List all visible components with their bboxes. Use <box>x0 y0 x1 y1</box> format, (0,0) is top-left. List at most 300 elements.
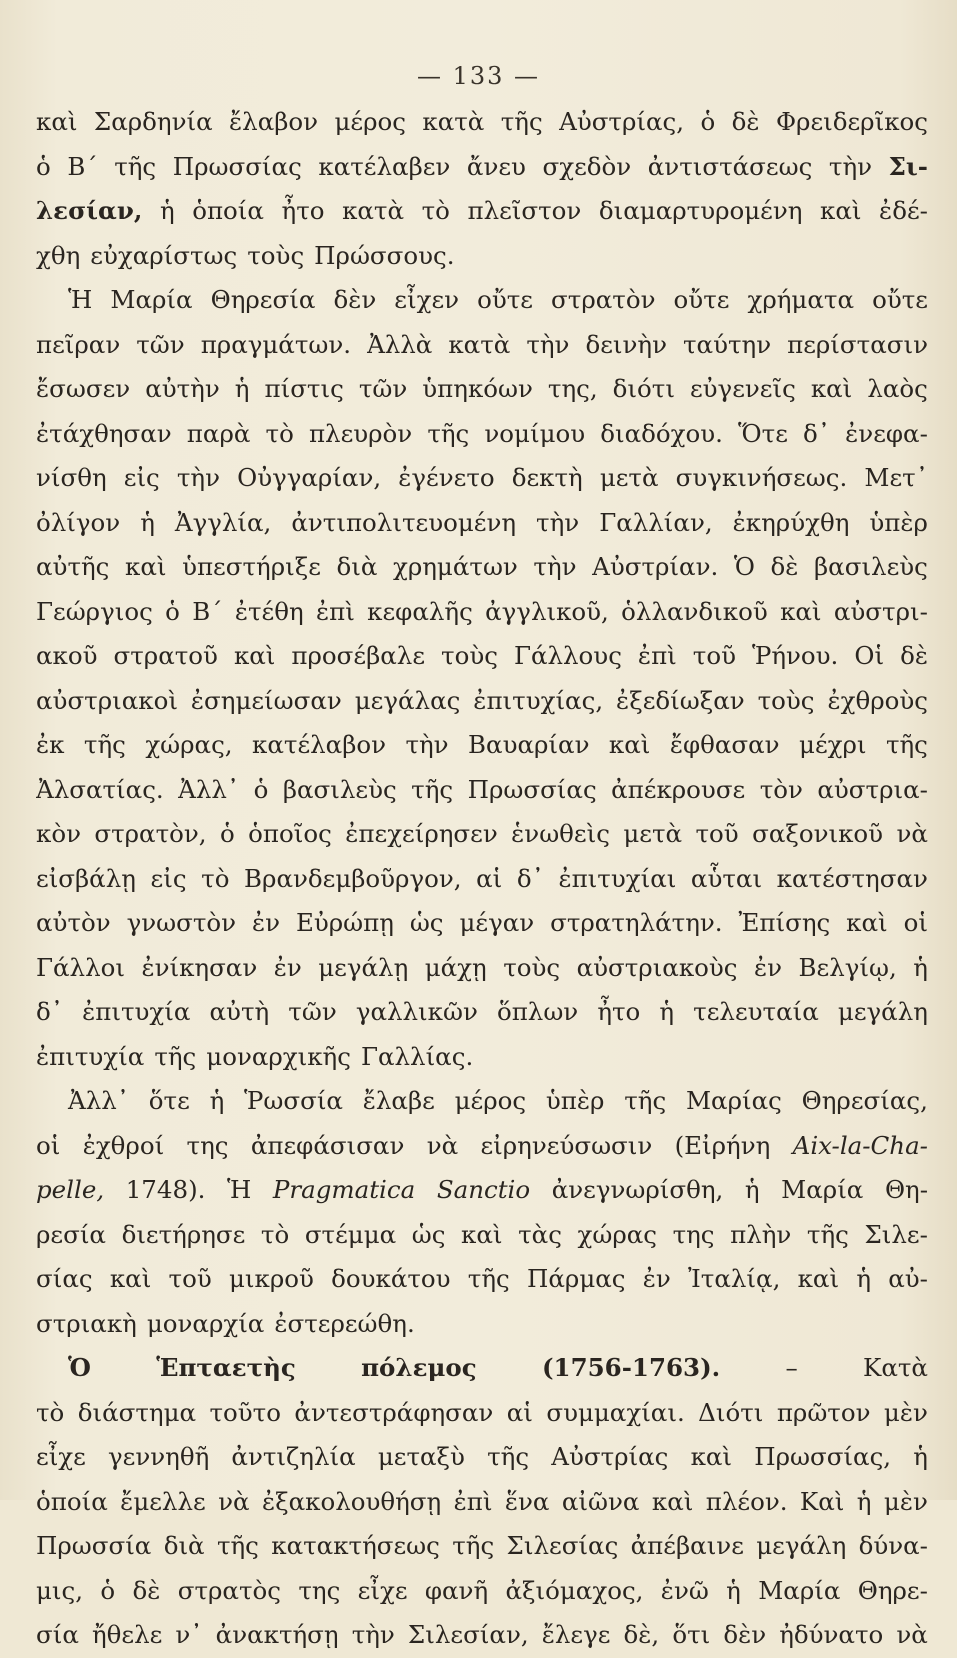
word: στρατὸν, <box>94 819 207 848</box>
word: τῆς <box>467 1264 510 1293</box>
word: αἰῶνα <box>561 1486 640 1516</box>
word: εἰσβάλῃ <box>36 863 136 893</box>
word: Μαρία <box>781 1175 864 1204</box>
word: μὲν <box>883 1486 928 1516</box>
word: φανῆ <box>424 1575 489 1605</box>
word: μεγάλῃ <box>318 952 409 982</box>
word: ὡς <box>411 1219 446 1249</box>
text-line <box>36 768 928 813</box>
word: μετὰ <box>599 463 659 492</box>
word: τῆς <box>114 151 157 181</box>
word: Γάλλοι <box>36 952 125 982</box>
word: Γεώργιος <box>36 596 153 626</box>
word: ἡ <box>913 952 928 982</box>
word: Σιλε- <box>864 1219 928 1249</box>
word: τοὺς <box>247 240 305 270</box>
word: Θηρε- <box>857 1575 928 1605</box>
word: κατέλαβεν <box>318 151 451 181</box>
word: κατὰ <box>342 196 405 225</box>
word: ἐνῶ <box>660 1575 709 1605</box>
word: ἀντιπολιτευομένη <box>291 507 517 537</box>
word: μὲν <box>883 1397 928 1427</box>
text-line <box>36 1257 928 1302</box>
word: καὶ <box>461 1219 503 1249</box>
word: Πρωσσίας <box>467 774 597 804</box>
word: τοῦ <box>692 641 736 670</box>
word: χώρας, <box>145 730 233 759</box>
text-line <box>36 545 928 590</box>
word: ἐξακολουθήσῃ <box>261 1486 442 1516</box>
page-number: — 133 — <box>416 62 541 90</box>
word: ἐνεφα- <box>845 418 928 448</box>
text-line <box>36 901 928 946</box>
word: ἀπέβαινε <box>630 1531 744 1560</box>
word: διὰ <box>163 1531 205 1560</box>
word: Μαρίας <box>685 1086 782 1115</box>
word: συμμαχίαι. <box>546 1397 685 1427</box>
word: καὶ <box>36 107 78 136</box>
word: ἐξεδίωξαν <box>616 685 745 715</box>
text-line <box>36 1079 928 1124</box>
word: κεφαλῆς <box>367 596 473 626</box>
word: ἐν <box>251 908 280 937</box>
word: ἡ <box>744 1175 760 1204</box>
word: Εὐρώπῃ <box>295 908 394 937</box>
word: τὸ <box>421 196 450 225</box>
word: εἰρηνεύσωσιν <box>480 1130 653 1160</box>
word: καὶ <box>233 641 276 670</box>
word: τὰς <box>518 1219 562 1249</box>
word: δεκτὴ <box>511 463 583 492</box>
word: ἐκηρύχθη <box>732 507 850 537</box>
word: Aix-la-Cha- <box>792 1130 928 1160</box>
word: Sanctio <box>436 1175 531 1204</box>
word: Οἱ <box>854 641 885 670</box>
text-line <box>36 1168 928 1213</box>
word: ρεσία <box>36 1219 106 1249</box>
word: Πρώσσους. <box>314 240 455 270</box>
word: πλευρὸν <box>308 418 413 448</box>
word: ἡ <box>913 1442 928 1471</box>
word: νίσθη <box>36 463 107 492</box>
word: ἐκ <box>36 730 65 759</box>
word: 1748). <box>125 1175 206 1204</box>
word: τῶν <box>136 329 185 359</box>
text-line <box>36 412 928 457</box>
word: πεῖραν <box>36 329 121 359</box>
word: γεννηθῆ <box>108 1442 210 1471</box>
word: Γαλλίαν, <box>599 507 713 537</box>
word: τελευταία <box>693 997 819 1026</box>
word: αὐτῆς <box>36 552 110 581</box>
word: Ἀλλ᾽ <box>178 774 240 804</box>
word: τὴν <box>526 329 570 359</box>
word: ἐνίκησαν <box>141 952 258 982</box>
word: εἶχε <box>357 1575 408 1605</box>
word: ὁ <box>165 596 180 626</box>
word: τῆς <box>427 418 470 448</box>
word: μεταξὺ <box>377 1442 465 1471</box>
word: Γαλλίας. <box>360 1041 474 1071</box>
word: νὰ <box>218 1486 250 1516</box>
word: δὲν <box>723 1620 767 1649</box>
word: ἐπιτυχίας, <box>473 685 604 715</box>
word: ἐπιτυχία <box>82 997 191 1026</box>
word: ἑνωθεὶς <box>511 819 610 848</box>
word: ἀγγλικοῦ, <box>485 596 609 626</box>
word: νὰ <box>896 1620 928 1649</box>
word: ἐν <box>273 952 302 982</box>
word: σχεδὸν <box>542 151 632 181</box>
word: τῆς <box>487 1442 530 1471</box>
word: ἔλεγε <box>541 1620 611 1649</box>
word: τῆς <box>500 107 543 136</box>
word: διὰ <box>336 552 378 581</box>
word: βασιλεὺς <box>282 774 397 804</box>
word: τὸν <box>759 774 803 804</box>
word: Οὐγγαρίαν, <box>237 463 382 492</box>
word: δὲ <box>900 641 928 670</box>
word: ἡ <box>140 507 155 537</box>
word: ἐπιτυχίαι <box>558 863 677 893</box>
word: τῆς <box>216 1531 259 1560</box>
text-line <box>36 501 928 546</box>
text-line <box>36 1124 928 1169</box>
word: τοὺς <box>757 685 815 715</box>
word: βασιλεὺς <box>814 552 928 581</box>
text-line <box>36 367 928 412</box>
word: ἦτο <box>597 997 641 1026</box>
word: Γάλλους <box>513 641 622 670</box>
word: Β΄ <box>67 151 98 181</box>
word: ἔλαβον <box>229 107 319 136</box>
word: σία <box>36 1620 79 1649</box>
word: στρατὸν <box>551 285 656 314</box>
word: στρατοῦ <box>113 641 218 670</box>
word: μις, <box>36 1575 84 1605</box>
word: Ὁ <box>733 552 755 581</box>
word: ἐχθροί <box>82 1130 165 1160</box>
word: σαξονικοῦ <box>752 819 884 848</box>
text-line <box>36 1391 928 1436</box>
word: ὁ <box>36 151 51 181</box>
word: τοῦτο <box>209 1397 281 1427</box>
word: χρήματα <box>747 285 854 314</box>
word: τὴν <box>533 552 577 581</box>
word: ὅτε <box>148 1086 190 1115</box>
word: pelle, <box>36 1175 105 1204</box>
word: ἀπεφάσισαν <box>250 1130 405 1160</box>
text-line <box>36 189 928 234</box>
word: ὁποία <box>36 1486 108 1516</box>
word: εὐχαρίστως <box>90 240 238 270</box>
word: ὁ <box>253 774 269 804</box>
text-line <box>36 1035 928 1080</box>
word: Κατὰ <box>863 1353 928 1382</box>
word: καὶ <box>651 1486 694 1516</box>
word: Ἐπίσης <box>738 908 831 937</box>
word: ἐτέθη <box>234 596 304 626</box>
word: ὑπὲρ <box>869 507 928 537</box>
word: οὔτε <box>673 285 730 314</box>
text-line <box>36 812 928 857</box>
word: διαμαρτυρομένη <box>598 196 803 225</box>
word: ἦτο <box>281 196 325 225</box>
word: – <box>785 1353 798 1382</box>
word: Πρωσσίας <box>172 151 302 181</box>
word: ἐστερεώθη. <box>274 1308 415 1338</box>
text-line <box>36 634 928 679</box>
word: Θη- <box>884 1175 928 1204</box>
text-line <box>36 1435 928 1480</box>
word: Πάρμας <box>527 1264 626 1293</box>
word: τῆς <box>83 730 126 759</box>
word: Ἀλσατίας. <box>36 774 164 804</box>
word: οὔτε <box>477 285 533 314</box>
word: ὁλλανδικοῦ <box>621 596 768 626</box>
word: ὁποία <box>192 196 264 225</box>
word: ἤθελε <box>91 1620 163 1649</box>
word: εὐγενεῖς <box>689 374 796 403</box>
word: ἐπὶ <box>453 1486 493 1516</box>
word: μεγάλας <box>354 685 461 715</box>
word: νὰ <box>896 819 928 848</box>
word: ἐτάχθησαν <box>36 418 172 448</box>
word: γαλλικῶν <box>355 997 478 1026</box>
word: παρὰ <box>186 418 251 448</box>
word: σίας <box>36 1264 93 1293</box>
word: λεσίαν, <box>36 196 143 225</box>
text-line <box>36 145 928 190</box>
word: Ἰταλίᾳ, <box>688 1264 781 1293</box>
word: μετὰ <box>623 819 683 848</box>
word: Βρανδεμβοῦργον, <box>244 863 462 893</box>
word: ἀξιόμαχος, <box>505 1575 644 1605</box>
word: Διότι <box>698 1397 764 1427</box>
text-line <box>36 990 928 1035</box>
word: περίστασιν <box>787 329 928 359</box>
text-line <box>36 234 928 279</box>
word: τὴν <box>405 730 449 759</box>
word: της <box>186 1130 229 1160</box>
word: μέχρι <box>799 730 867 759</box>
word: αὐτὴν <box>145 374 220 403</box>
word: Μαρία <box>110 285 193 314</box>
word: διαδόχου. <box>600 418 723 448</box>
word: Βελγίῳ, <box>798 952 897 982</box>
body-text <box>36 100 928 1658</box>
text-line <box>36 1346 928 1391</box>
word: μεγάλη <box>837 997 928 1026</box>
word: χρημάτων <box>393 552 518 581</box>
word: ἐν <box>642 1264 671 1293</box>
word: αὐτὸν <box>36 908 111 937</box>
word: οἱ <box>903 908 928 937</box>
word: ἀντεστράφησαν <box>294 1397 494 1427</box>
text-line <box>36 100 928 145</box>
word: στριακὴ <box>36 1308 137 1338</box>
word: τοῦ <box>168 1264 212 1293</box>
word: δὲ, <box>623 1620 660 1649</box>
word: Ἑπταετὴς <box>156 1353 296 1382</box>
word: τὸ <box>260 1219 290 1249</box>
word: διότι <box>612 374 675 403</box>
word: διάστημα <box>77 1397 197 1427</box>
word: τὸ <box>201 863 230 893</box>
word: ἐπιτυχία <box>36 1041 145 1071</box>
text-line <box>36 456 928 501</box>
word: Καὶ <box>799 1486 845 1516</box>
word: Θηρεσίας, <box>801 1086 928 1115</box>
word: ὀλίγον <box>36 507 121 537</box>
word: κατέστησαν <box>776 863 928 893</box>
word: (1756-1763). <box>541 1353 721 1382</box>
word: ἐπὶ <box>315 596 355 626</box>
word: αὐστρι- <box>833 596 928 626</box>
word: λαὸς <box>867 374 928 403</box>
text-line <box>36 679 928 724</box>
word: Μετ᾽ <box>864 463 928 492</box>
word: τὴν <box>536 507 580 537</box>
word: Ἀλλ᾽ <box>68 1086 129 1115</box>
word: τοὺς <box>503 952 561 982</box>
word: ὡς <box>409 908 444 937</box>
word: Ῥωσσία <box>244 1086 343 1115</box>
word: ἄνευ <box>466 151 526 181</box>
word: πλέον. <box>705 1486 788 1516</box>
word: ἡ <box>726 1575 741 1605</box>
word: δουκάτου <box>331 1264 451 1293</box>
word: ταύτην <box>682 329 772 359</box>
word: ὁ <box>700 107 716 136</box>
text-line <box>36 1613 928 1658</box>
word: κατέλαβον <box>252 730 387 759</box>
word: Β΄ <box>192 596 223 626</box>
word: ἡ <box>209 1086 225 1115</box>
word: Σιλεσίαν, <box>407 1620 529 1649</box>
word: Ἀγγλία, <box>174 507 272 537</box>
word: πραγμάτων. <box>200 329 352 359</box>
word: καὶ <box>846 908 888 937</box>
word: καὶ <box>608 730 651 759</box>
word: ἐχθροὺς <box>827 685 928 715</box>
text-line <box>36 278 928 323</box>
word: πίστις <box>264 374 344 403</box>
word: δ᾽ <box>803 418 831 448</box>
word: πρῶτον <box>776 1397 871 1427</box>
text-line <box>36 857 928 902</box>
word: κατακτήσεως <box>271 1531 440 1560</box>
word: ἐπὶ <box>637 641 677 670</box>
word: δ᾽ <box>36 997 64 1026</box>
word: στρατὸς <box>177 1575 282 1605</box>
word: αὐ- <box>888 1264 928 1293</box>
word: ἠδύνατο <box>779 1620 884 1649</box>
word: Σαρδηνία <box>93 107 213 136</box>
word: δ᾽ <box>516 863 544 893</box>
word: καὶ <box>797 1264 840 1293</box>
word: Αὐστρίας, <box>559 107 685 136</box>
word: τὴν <box>351 1620 395 1649</box>
word: πλεῖστον <box>467 196 582 225</box>
word: Ἡ <box>68 285 93 314</box>
word: καὶ <box>810 374 853 403</box>
word: ἐπεχείρησεν <box>345 819 498 848</box>
word: Ὁ <box>68 1353 91 1382</box>
word: κὸν <box>36 819 81 848</box>
word: Πρωσσία <box>36 1531 152 1560</box>
word: ἔφθασαν <box>669 730 780 759</box>
word: τῆς <box>452 1531 495 1560</box>
word: ὁποῖος <box>248 819 332 848</box>
word: τοῦ <box>695 819 739 848</box>
word: αὐτὴ <box>209 997 270 1026</box>
word: ἀντιζηλία <box>231 1442 356 1471</box>
word: ἐδέ- <box>879 196 928 225</box>
word: μικροῦ <box>228 1264 314 1293</box>
word: τῶν <box>288 997 337 1026</box>
word: Ῥήνου. <box>751 641 839 670</box>
word: ἡ <box>856 1486 872 1516</box>
word: νὰ <box>426 1130 459 1160</box>
word: μοναρχία <box>146 1308 265 1338</box>
word: τὸ <box>36 1397 65 1427</box>
word: της, <box>547 374 598 403</box>
word: ἀνεγνωρίσθη, <box>551 1175 724 1204</box>
word: μοναρχικῆς <box>206 1041 351 1071</box>
text-line <box>36 946 928 991</box>
word: τὴν <box>828 151 873 181</box>
word: ἐν <box>754 952 783 982</box>
word: ὁ <box>100 1575 116 1605</box>
word: νομίμου <box>484 418 586 448</box>
word: αὐστριακοὺς <box>576 952 738 982</box>
word: οἱ <box>36 1130 61 1160</box>
word: δύνα- <box>858 1531 928 1560</box>
word: τῶν <box>358 374 408 403</box>
word: Σι- <box>888 151 928 181</box>
word: δὲ <box>770 552 799 581</box>
word: κατὰ <box>422 107 485 136</box>
word: ἡ <box>659 997 675 1026</box>
word: ὁ <box>220 819 235 848</box>
word: μέγαν <box>459 908 535 937</box>
text-line <box>36 1213 928 1258</box>
text-line <box>36 1480 928 1525</box>
word: τῆς <box>806 1219 849 1249</box>
word: ἡ <box>856 1264 871 1293</box>
word: δὲ <box>132 1575 161 1605</box>
word: Σιλεσίας <box>506 1531 619 1560</box>
word: Φρειδερῖκος <box>775 107 928 136</box>
word: στέμμα <box>304 1219 397 1249</box>
word: Ἀλλὰ <box>367 329 433 359</box>
word: ἐσημείωσαν <box>190 685 342 715</box>
word: ἡ <box>234 374 250 403</box>
word: της <box>298 1575 341 1605</box>
word: διετήρησε <box>121 1219 246 1249</box>
word: εἶχεν <box>394 285 460 314</box>
word: ὑπηκόων <box>422 374 533 403</box>
word: Πρωσσίας, <box>754 1442 892 1471</box>
text-line <box>36 1302 928 1347</box>
word: δεινὴν <box>585 329 667 359</box>
word: της <box>672 1219 715 1249</box>
word: Βαυαρίαν <box>468 730 590 759</box>
text-line <box>36 723 928 768</box>
word: εἶχε <box>36 1442 86 1471</box>
word: ὑπεστήριξε <box>182 552 321 581</box>
